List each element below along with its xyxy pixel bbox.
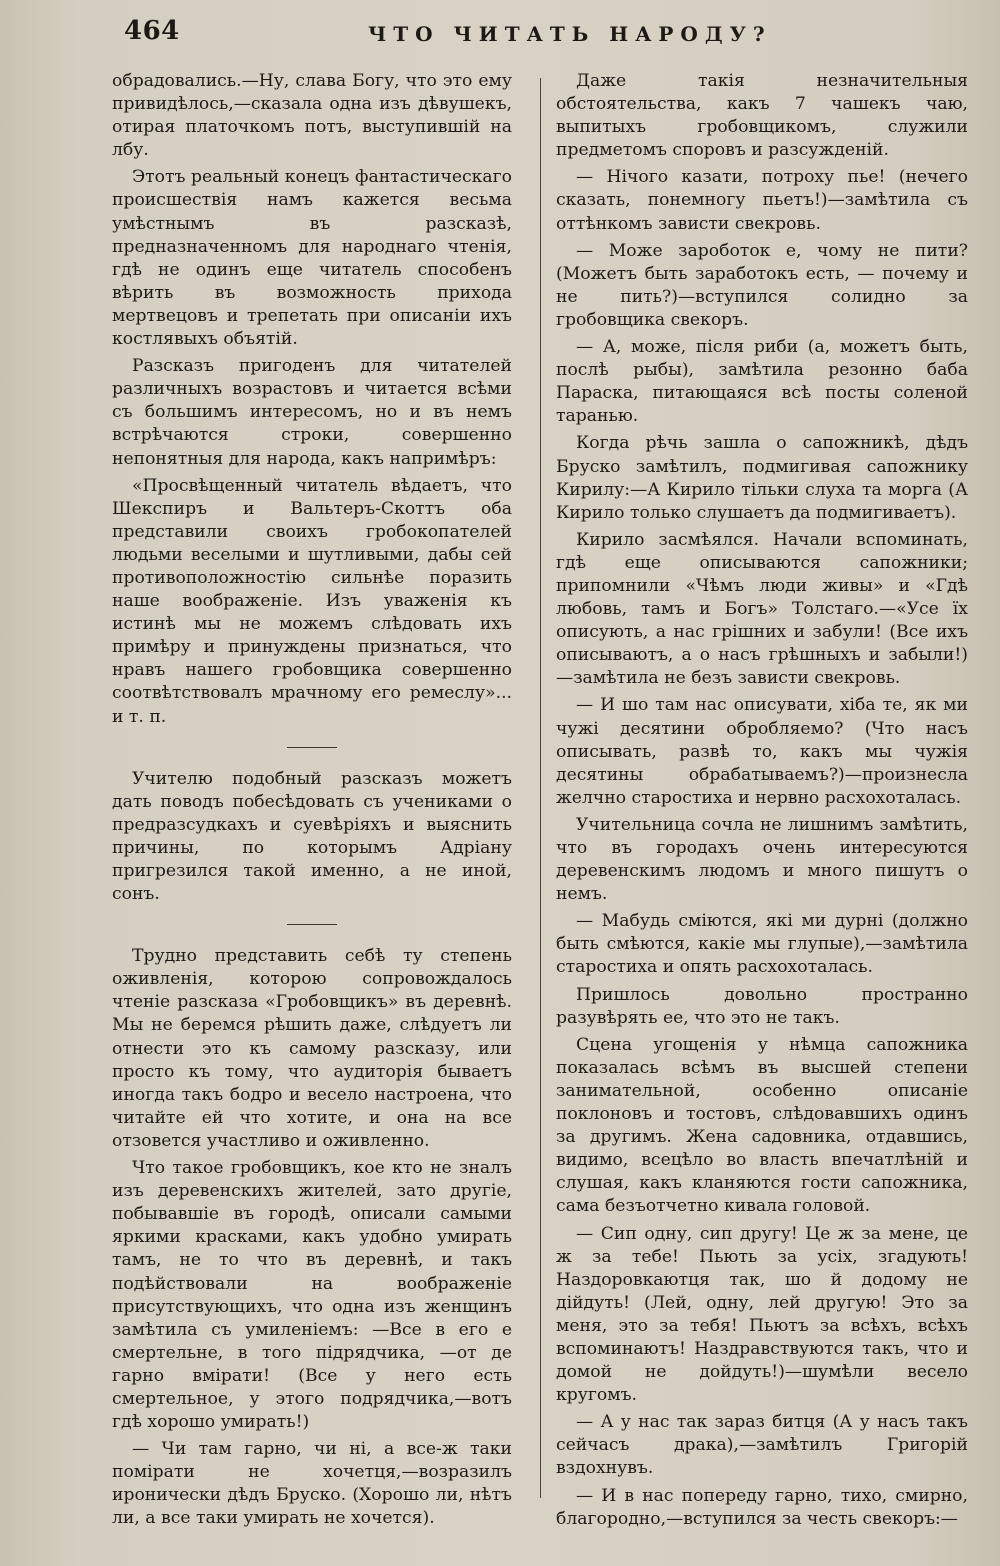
page-number: 464 xyxy=(124,16,180,46)
paragraph: Разсказъ пригоденъ для читателей различныхъ возрастовъ и читается всѣми съ большимъ интересомъ, но и въ немъ встрѣчаются строки, совершенно непонятныя для народа, какъ напримѣръ: xyxy=(112,356,512,469)
paragraph: — И в нас попереду гарно, тихо, смирно, благородно,—вступился за честь свекоръ:— xyxy=(556,1485,968,1529)
paragraph: Что такое гробовщикъ, кое кто не зналъ изъ деревенскихъ жителей, зато другіе, побывавшіе въ городѣ, описали самыми яркими красками, какъ удобно умирать тамъ, не то что въ деревнѣ, и такъ подѣйствовали на воображеніе присутствующихъ, что одна изъ женщинъ замѣтила съ умиленіемъ: —Все в его е смертельне, в того підрядчика, —от де гарно вмірати! (Все у него есть смертельное, у этого подрядчика,—вотъ гдѣ хорошо умирать!) xyxy=(112,1158,512,1433)
paragraph: Сцена угощенія у нѣмца сапожника показалась всѣмъ въ высшей степени занимательной, особенно описаніе поклоновъ и тостовъ, слѣдовавшихъ одинъ за другимъ. Жена садовника, отдавшись, видимо, всецѣло во власть впечатлѣній и слушая, какъ кланяются гости сапожника, сама безъотчетно кивала головой. xyxy=(556,1034,968,1217)
paragraph: обрадовались.—Ну, слава Богу, что это ему привидѣлось,—сказала одна изъ дѣвушекъ, отирая платочкомъ потъ, выступившій на лбу. xyxy=(112,71,512,161)
paragraph: Кирило засмѣялся. Начали вспоминать, гдѣ еще описываются сапожники; припомнили «Чѣмъ люди живы» и «Гдѣ любовь, тамъ и Богъ» Толстаго.—«Усе їх описують, а нас грішних и забули! (Все ихъ описываютъ, а о насъ грѣшныхъ и забыли!)—замѣтила не безъ зависти свекровь. xyxy=(556,529,968,689)
right-column xyxy=(556,70,968,1535)
paragraph: Учительница сочла не лишнимъ замѣтить, что въ городахъ очень интересуются деревенскимъ людомъ и много пишутъ о немъ. xyxy=(556,814,968,905)
paragraph: — Нічого казати, потроху пье! (нечего сказать, понемногу пьетъ!)—замѣтила съ оттѣнкомъ зависти свекровь. xyxy=(556,167,968,234)
paragraph: — Мабудь сміются, які ми дурні (должно быть смѣются, какіе мы глупые),—замѣтила старостиха и опять расхохоталась. xyxy=(556,911,968,978)
paragraph: Пришлось довольно пространно разувѣрять ее, что это не такъ. xyxy=(556,984,968,1028)
running-title: ЧТО ЧИТАТЬ НАРОДУ? xyxy=(368,22,772,46)
section-separator xyxy=(287,747,337,748)
paragraph: Когда рѣчь зашла о сапожникѣ, дѣдъ Бруско замѣтилъ, подмигивая сапожнику Кирилу:—А Кирило тільки слуха та морга (А Кирило только слушаетъ да подмигиваетъ). xyxy=(556,433,968,523)
section-separator xyxy=(287,924,337,925)
paragraph: — А у нас так зараз битця (А у насъ такъ сейчасъ драка),—замѣтилъ Григорій вздохнувъ. xyxy=(556,1412,968,1479)
paragraph: — Може зароботок е, чому не пити? (Можетъ быть заработокъ есть, — почему и не пить?)—вступился солидно за гробовщика свекоръ. xyxy=(556,240,968,330)
paragraph: — А, може, після риби (а, можетъ быть, послѣ рыбы), замѣтила резонно баба Параска, питающаяся всѣ посты соленой таранью. xyxy=(556,337,968,427)
paragraph: — Сип одну, сип другу! Це ж за мене, це ж за тебе! Пьють за усіх, згадують! Наздоровкаютця так, шо й додому не дійдуть! (Лей, одну, лей другую! Это за меня, это за тебя! Пьютъ за всѣхъ, всѣхъ вспоминаютъ! Наздравствуются такъ, что и домой не дойдуть!)—шумѣли весело кругомъ. xyxy=(556,1223,968,1406)
paragraph: Даже такія незначительныя обстоятельства, какъ 7 чашекъ чаю, выпитыхъ гробовщикомъ, служили предметомъ споровъ и разсужденій. xyxy=(556,71,968,161)
paragraph: — И шо там нас описувати, хіба те, як ми чужі десятини обробляемо? (Что насъ описывать, развѣ то, какъ мы чужія десятины обрабатываемъ?)—произнесла желчно старостиха и нервно расхохоталась. xyxy=(556,695,968,808)
column-divider xyxy=(540,78,541,1498)
paragraph: Трудно представить себѣ ту степень оживленія, которою сопровождалось чтеніе разсказа «Гробовщикъ» въ деревнѣ. Мы не беремся рѣшить даже, слѣдуетъ ли отнести это къ самому разсказу, или просто къ тому, что аудиторія бываетъ иногда такъ бодро и весело настроена, что читайте ей что хотите, и она на все отзовется участливо и оживленно. xyxy=(112,946,512,1151)
quotation: «Просвѣщенный читатель вѣдаетъ, что Шекспиръ и Вальтеръ-Скоттъ оба представили своихъ гробокопателей людьми веселыми и шутливыми, дабы сей противоположностію сильнѣе поразить наше воображеніе. Изъ уваженія къ истинѣ мы не можемъ слѣдовать ихъ примѣру и принуждены признаться, что нравъ нашего гробовщика совершенно соотвѣтствовалъ мрачному его ремеслу»... и т. п. xyxy=(112,475,512,727)
paragraph: Этотъ реальный конецъ фантастическаго происшествія намъ кажется весьма умѣстнымъ въ разсказѣ, предназначенномъ для народнаго чтенія, гдѣ не одинъ еще читатель способенъ вѣрить въ возможность прихода мертвецовъ и трепетать при описаніи ихъ костлявыхъ объятій. xyxy=(112,167,512,350)
paragraph: Учителю подобный разсказъ можетъ дать поводъ побесѣдовать съ учениками о предразсудкахъ и суевѣріяхъ и выяснить причины, по которымъ Адріану пригрезился такой именно, а не иной, сонъ. xyxy=(112,768,512,905)
paragraph: — Чи там гарно, чи ні, а все-ж таки помірати не хочетця,—возразилъ иронически дѣдъ Бруско. (Хорошо ли, нѣтъ ли, а все таки умирать не хочется). xyxy=(112,1439,512,1529)
page-header xyxy=(118,14,938,54)
left-column xyxy=(112,70,512,1535)
